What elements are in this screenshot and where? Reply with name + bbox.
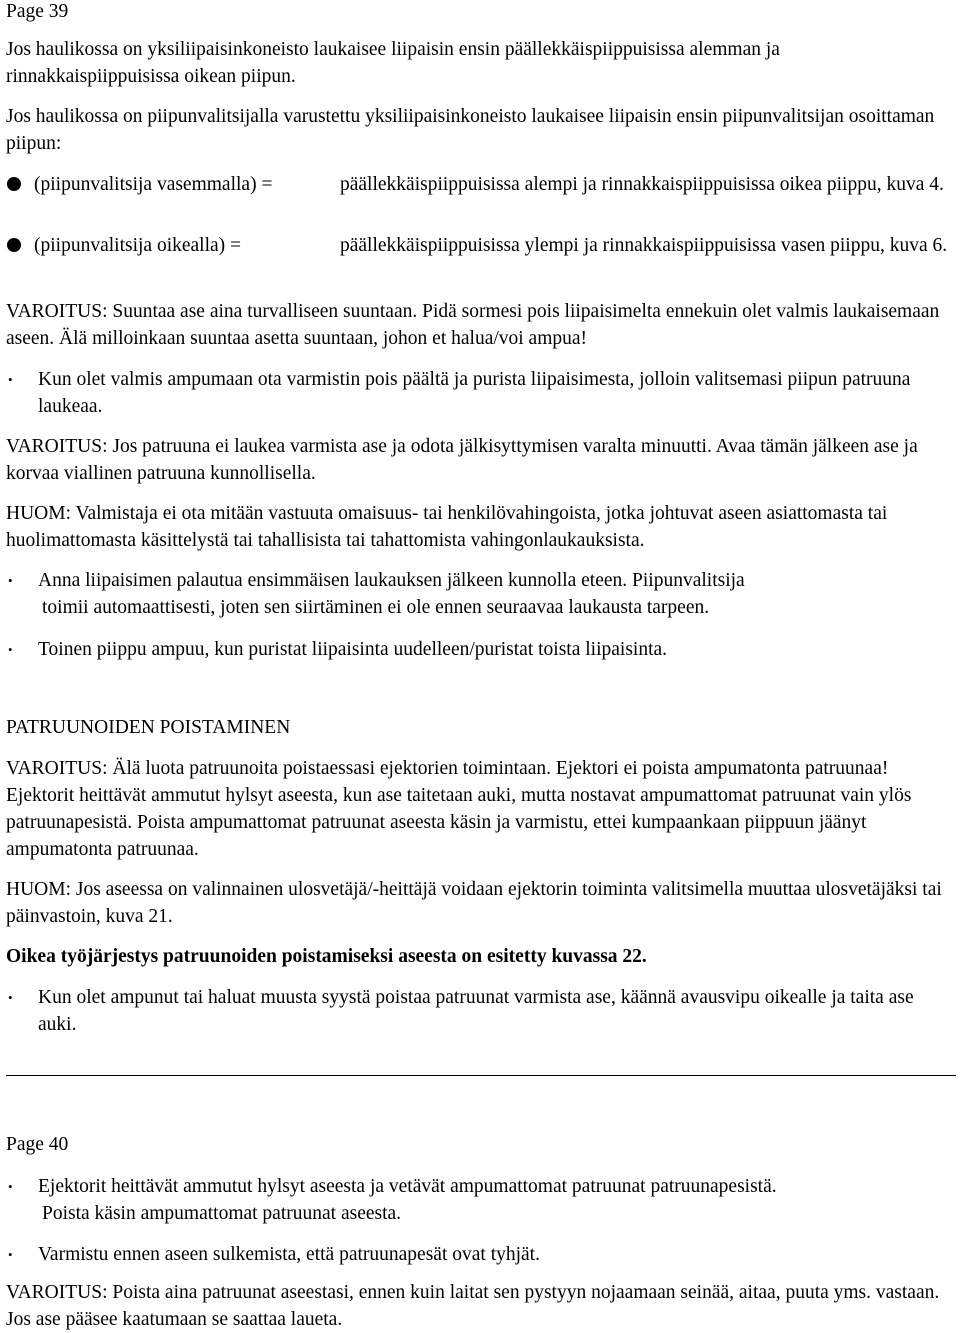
bold-instruction: Oikea työjärjestys patruunoiden poistamiseksi aseesta on esitetty kuvassa 22.: [6, 946, 647, 967]
bullet-disc-icon: [7, 177, 21, 191]
list-item-text-continuation: toimii automaattisesti, joten sen siirtäminen ei ole ennen seuraavaa laukausta tarpeen.: [42, 597, 710, 618]
definition-key: (piipunvalitsija vasemmalla) =: [34, 174, 273, 195]
page-divider: [6, 1075, 956, 1076]
list-item-text: Ejektorit heittävät ammutut hylsyt aseesta ja vetävät ampumattomat patruunat patruunapesistä.: [38, 1176, 777, 1197]
definition-value: päällekkäispiippuisissa ylempi ja rinnakkaispiippuisissa vasen piippu, kuva 6.: [340, 235, 948, 256]
warning-paragraph: VAROITUS: Poista aina patruunat aseestasi, ennen kuin laitat sen pystyyn nojaamaan seinää, aitaa, puuta yms. vastaan. Jos ase pääsee kaatumaan se saattaa laueta.: [6, 1282, 940, 1330]
bullet-disc-icon: [7, 238, 21, 252]
page-number-39: Page 39: [6, 1, 69, 22]
bullet-icon: •: [8, 990, 13, 1005]
warning-paragraph: VAROITUS: Jos patruuna ei laukea varmista ase ja odota jälkisyttymisen varalta minuutti. Avaa tämän jälkeen ase ja korvaa viallinen patruuna kunnollisella.: [6, 436, 918, 484]
bullet-icon: •: [8, 372, 13, 387]
list-item-text-continuation: Poista käsin ampumattomat patruunat aseesta.: [42, 1203, 402, 1224]
section-heading: PATRUUNOIDEN POISTAMINEN: [6, 717, 291, 738]
bullet-icon: •: [8, 1179, 13, 1194]
paragraph-barrel-selector: Jos haulikossa on piipunvalitsijalla varustettu yksiliipaisinkoneisto laukaisee liipaisin ensin piipunvalitsijan osoittaman piipun:: [6, 106, 935, 154]
warning-paragraph: VAROITUS: Älä luota patruunoita poistaessasi ejektorien toimintaan. Ejektori ei poista ampumatonta patruunaa! Ejektorit heittävät ammutut hylsyt aseesta, kun ase taitetaan auki, mutta nostavat ampumattomat patruunat vain ylös patruunapesistä. Poista ampumattomat patruunat aseesta käsin ja varmistu, ettei kumpaankaan piippuun jäänyt ampumatonta patruunaa.: [6, 758, 912, 860]
warning-paragraph: VAROITUS: Suuntaa ase aina turvalliseen suuntaan. Pidä sormesi pois liipaisimelta ennekuin olet valmis laukaisemaan aseen. Älä milloinkaan suuntaa asetta suuntaan, johon et halua/voi ampua!: [6, 301, 940, 349]
definition-value: päällekkäispiippuisissa alempi ja rinnakkaispiippuisissa oikea piippu, kuva 4.: [340, 174, 944, 195]
paragraph-single-trigger: Jos haulikossa on yksiliipaisinkoneisto laukaisee liipaisin ensin päällekkäispiippuisissa alemman ja rinnakkaispiippuisissa oikean piipun.: [6, 39, 780, 87]
note-paragraph: HUOM: Valmistaja ei ota mitään vastuuta omaisuus- tai henkilövahingoista, jotka johtuvat aseen asiattomasta tai huolimattomasta käsittelystä tai tahallisista tai tahattomista vahingonlaukauksista.: [6, 503, 888, 551]
bullet-icon: •: [8, 642, 13, 657]
list-item-text: Kun olet ampunut tai haluat muusta syystä poistaa patruunat varmista ase, käännä avausvipu oikealle ja taita ase auki.: [38, 987, 914, 1035]
definition-key: (piipunvalitsija oikealla) =: [34, 235, 242, 256]
list-item-text: Varmistu ennen aseen sulkemista, että patruunapesät ovat tyhjät.: [38, 1244, 540, 1265]
page-number-40: Page 40: [6, 1134, 69, 1155]
list-item-text: Toinen piippu ampuu, kun puristat liipaisinta uudelleen/puristat toista liipaisinta.: [38, 639, 668, 660]
list-item-text: Kun olet valmis ampumaan ota varmistin pois päältä ja purista liipaisimesta, jolloin valitsemasi piipun patruuna laukeaa.: [38, 369, 911, 417]
bullet-icon: •: [8, 1247, 13, 1262]
bullet-icon: •: [8, 573, 13, 588]
list-item-text: Anna liipaisimen palautua ensimmäisen laukauksen jälkeen kunnolla eteen. Piipunvalitsija: [38, 570, 745, 591]
note-paragraph: HUOM: Jos aseessa on valinnainen ulosvetäjä/-heittäjä voidaan ejektorin toiminta valitsimella muuttaa ulosvetäjäksi tai päinvastoin, kuva 21.: [6, 879, 942, 927]
